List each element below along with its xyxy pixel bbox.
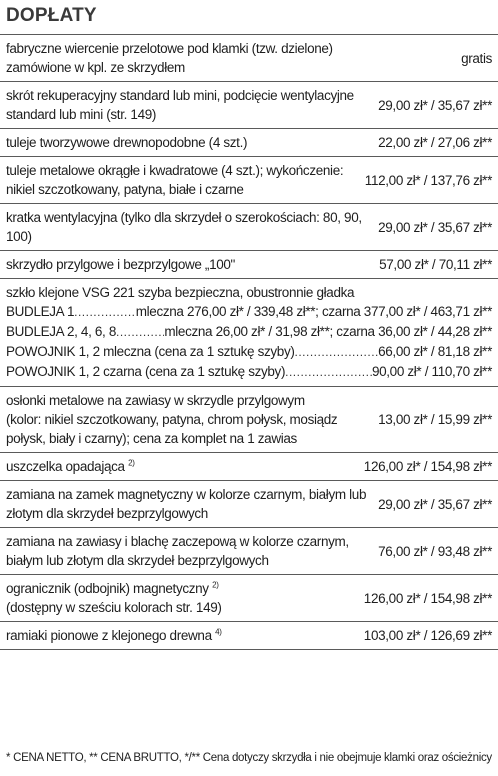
row-price: 13,00 zł* / 15,99 zł** bbox=[378, 412, 492, 427]
row-price: 29,00 zł* / 35,67 zł** bbox=[378, 219, 492, 235]
row-description bbox=[6, 457, 364, 476]
table-row bbox=[0, 386, 498, 452]
row-description: tuleje metalowe okrągłe i kwadratowe (4 szt.); wykończenie: nikiel szczotkowany, patyna, białe i czarne bbox=[6, 163, 344, 197]
table-row bbox=[0, 156, 498, 203]
page-title: DOPŁATY bbox=[6, 5, 97, 26]
row-description: tuleje tworzywowe drewnopodobne (4 szt.) bbox=[6, 135, 248, 150]
surcharge-table bbox=[0, 34, 498, 650]
row-description: fabryczne wiercenie przelotowe pod klamki (tzw. dzielone) zamówione w kpl. ze skrzydłem bbox=[6, 41, 333, 75]
row-text: uszczelka opadająca bbox=[6, 459, 125, 474]
glass-line-label: BUDLEJA 2, 4, 6, 8 bbox=[6, 324, 117, 339]
row-price: 57,00 zł* / 70,11 zł** bbox=[379, 257, 492, 272]
dot-leader bbox=[74, 303, 136, 322]
row-price: 103,00 zł* / 126,69 zł** bbox=[363, 628, 492, 643]
glass-line-value: 90,00 zł* / 110,70 zł** bbox=[371, 364, 492, 379]
glass-line bbox=[6, 362, 492, 382]
table-row bbox=[0, 128, 498, 156]
table-row bbox=[0, 250, 498, 278]
row-price: 76,00 zł* / 93,48 zł** bbox=[378, 543, 492, 559]
row-description bbox=[6, 579, 364, 617]
glass-line-label: POWOJNIK 1, 2 mleczna (cena za 1 sztukę szyby) bbox=[6, 344, 295, 359]
glass-line-label: POWOJNIK 1, 2 czarna (cena za 1 sztukę szyby) bbox=[6, 364, 286, 379]
glass-line-value: mleczna 276,00 zł* / 339,48 zł**; czarna 377,00 zł* / 463,71 zł** bbox=[135, 304, 492, 319]
footnote-marker: 2) bbox=[128, 458, 135, 468]
glass-line-label: BUDLEJA 1 bbox=[6, 304, 75, 319]
row-price: 22,00 zł* / 27,06 zł** bbox=[378, 135, 492, 150]
glass-heading: szkło klejone VSG 221 szyba bezpieczna, obustronnie gładka bbox=[6, 285, 355, 300]
table-row bbox=[0, 574, 498, 621]
row-description: osłonki metalowe na zawiasy w skrzydle przylgowym (kolor: nikiel szczotkowany, patyna, chrom połysk, mosiądz połysk, biały i czarny); cena za komplet na 1 zawias bbox=[6, 393, 338, 446]
glass-line bbox=[6, 342, 492, 362]
table-row bbox=[0, 81, 498, 128]
row-description bbox=[6, 626, 364, 645]
glass-line bbox=[6, 302, 492, 322]
table-row bbox=[0, 203, 498, 250]
glass-line-value: mleczna 26,00 zł* / 31,98 zł**; czarna 36,00 zł* / 44,28 zł** bbox=[164, 324, 492, 339]
row-price: gratis bbox=[461, 50, 492, 66]
row-description: skrzydło przylgowe i bezprzylgowe „100" bbox=[6, 257, 235, 272]
table-row bbox=[0, 621, 498, 650]
table-row bbox=[0, 452, 498, 480]
dot-leader bbox=[295, 343, 379, 362]
table-row bbox=[0, 527, 498, 574]
row-price: 29,00 zł* / 35,67 zł** bbox=[378, 97, 492, 113]
glass-line-value: 66,00 zł* / 81,18 zł** bbox=[378, 344, 492, 359]
row-description: kratka wentylacyjna (tylko dla skrzydeł o szerokościach: 80, 90, 100) bbox=[6, 210, 362, 244]
table-row bbox=[0, 34, 498, 81]
glass-line bbox=[6, 322, 492, 342]
table-row bbox=[0, 480, 498, 527]
row-text: ogranicznik (odbojnik) magnetyczny bbox=[6, 581, 209, 596]
row-price: 126,00 zł* / 154,98 zł** bbox=[363, 590, 492, 606]
dot-leader bbox=[285, 363, 372, 382]
glass-options-row bbox=[0, 278, 498, 386]
dot-leader bbox=[116, 323, 164, 342]
row-price: 126,00 zł* / 154,98 zł** bbox=[363, 459, 492, 474]
footnote-marker: 2) bbox=[212, 580, 219, 590]
footnote: * CENA NETTO, ** CENA BRUTTO, */** Cena dotyczy skrzydła i nie obejmuje klamki oraz ościeżnicy bbox=[6, 752, 492, 764]
row-description: zamiana na zamek magnetyczny w kolorze czarnym, białym lub złotym dla skrzydeł bezprzylgowych bbox=[6, 487, 367, 521]
row-description: skrót rekuperacyjny standard lub mini, podcięcie wentylacyjne standard lub mini (str. 149) bbox=[6, 88, 354, 122]
row-description: zamiana na zawiasy i blachę zaczepową w kolorze czarnym, białym lub złotym dla skrzydeł bezprzylgowych bbox=[6, 534, 349, 568]
row-text-secondary: (dostępny w sześciu kolorach str. 149) bbox=[6, 600, 222, 615]
row-text: ramiaki pionowe z klejonego drewna bbox=[6, 628, 212, 643]
row-price: 29,00 zł* / 35,67 zł** bbox=[378, 496, 492, 512]
row-price: 112,00 zł* / 137,76 zł** bbox=[364, 172, 492, 188]
footnote-marker: 4) bbox=[215, 627, 222, 637]
